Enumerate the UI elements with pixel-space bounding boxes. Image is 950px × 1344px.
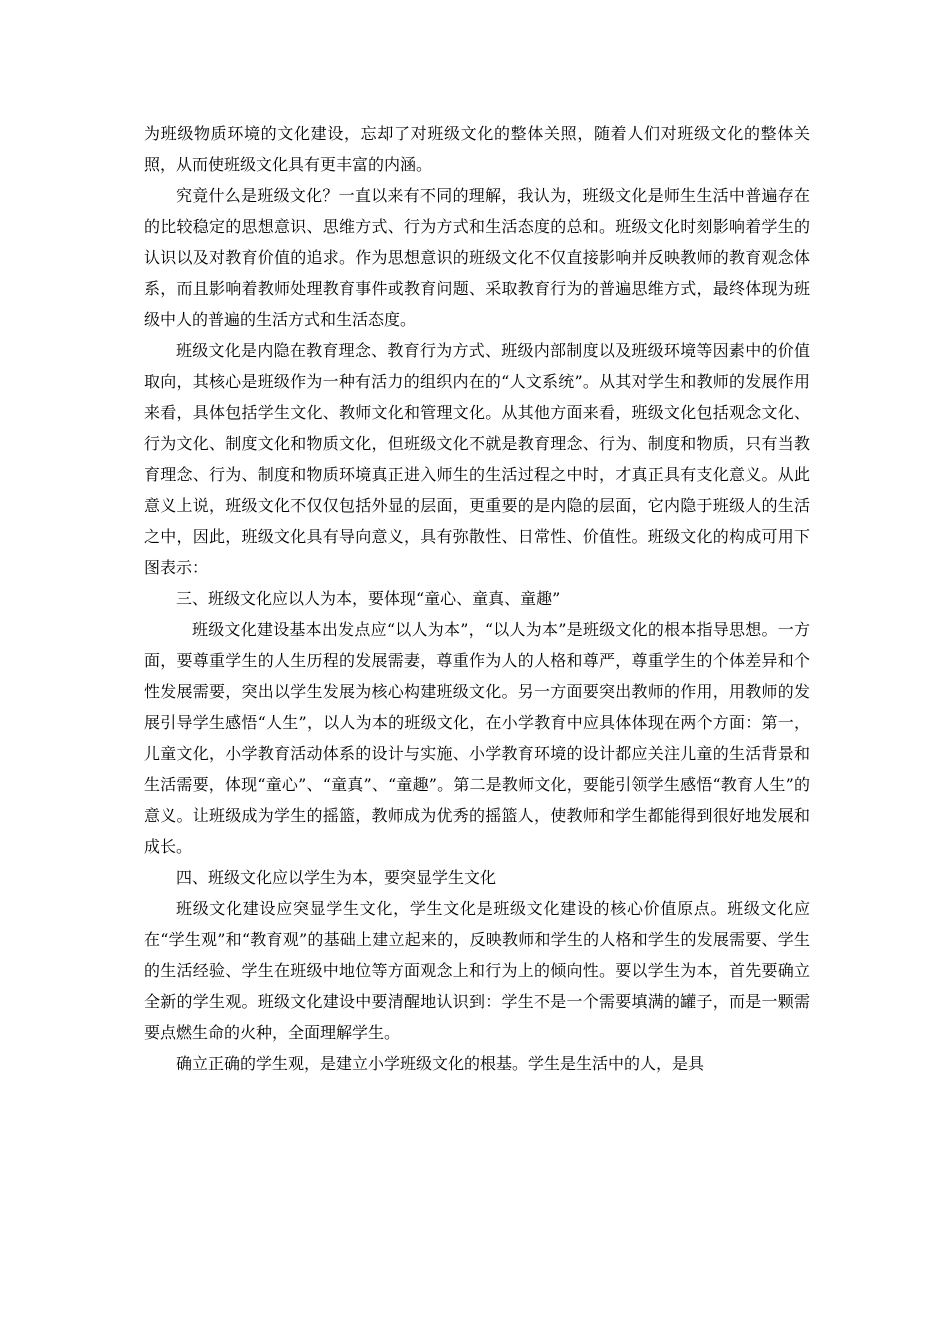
paragraph-student-culture: 班级文化建设应突显学生文化，学生文化是班级文化建设的核心价值原点。班级文化应在“学生观”和“教育观”的基础上建立起来的，反映教师和学生的人格和学生的发展需要、学生的生活经验、学生在班级中地位等方面观念上和行为上的倾向性。要以学生为本，首先要确立全新的学生观。班级文化建设中要清醒地认识到：学生不是一个需要填满的罐子，而是一颗需要点燃生命的火种，全面理解学生。 [144, 899, 810, 1042]
document-page [144, 118, 810, 1079]
paragraph-continuation: 为班级物质环境的文化建设，忘却了对班级文化的整体关照，随着人们对班级文化的整体关照，从而使班级文化具有更丰富的内涵。 [144, 124, 810, 174]
section-heading-4: 四、班级文化应以学生为本，要突显学生文化 [176, 868, 497, 887]
section-heading-3: 三、班级文化应以人为本，要体现“童心、童真、童趣” [176, 589, 561, 608]
paragraph-people-oriented: 班级文化建设基本出发点应“以人为本”，“以人为本”是班级文化的根本指导思想。一方面，要尊重学生的人生历程的发展需妻，尊重作为人的人格和尊严，尊重学生的个体差异和个性发展需要，突出以学生发展为核心构建班级文化。另一方面要突出教师的作用，用教师的发展引导学生感悟“人生”，以人为本的班级文化，在小学教育中应具体体现在两个方面：第一，儿童文化，小学教育活动体系的设计与实施、小学教育环境的设计都应关注儿童的生活背景和生活需要，体现“童心”、“童真”、“童趣”。第二是教师文化，要能引领学生感悟“教育人生”的意义。让班级成为学生的摇篮，教师成为优秀的摇篮人，使教师和学生都能得到很好地发展和成长。 [144, 620, 810, 856]
paragraph-definition: 究竟什么是班级文化？一直以来有不同的理解，我认为，班级文化是师生生活中普遍存在的比较稳定的思想意识、思维方式、行为方式和生活态度的总和。班级文化时刻影响着学生的认识以及对教育价值的追求。作为思想意识的班级文化不仅直接影响并反映教师的教育观念体系，而且影响着教师处理教育事件或教育问题、采取教育行为的普遍思维方式，最终体现为班级中人的普遍的生活方式和生活态度。 [144, 186, 810, 329]
paragraph-student-view: 确立正确的学生观，是建立小学班级文化的根基。学生是生活中的人，是具 [176, 1054, 705, 1073]
paragraph-core-values: 班级文化是内隐在教育理念、教育行为方式、班级内部制度以及班级环境等因素中的价值取向，其核心是班级作为一种有活力的组织内在的“人文系统”。从其对学生和教师的发展作用来看，具体包括学生文化、教师文化和管理文化。从其他方面来看，班级文化包括观念文化、行为文化、制度文化和物质文化，但班级文化不就是教育理念、行为、制度和物质，只有当教育理念、行为、制度和物质环境真正进入师生的生活过程之中时，才真正具有支化意义。从此意义上说，班级文化不仅仅包括外显的层面，更重要的是内隐的层面，它内隐于班级人的生活之中，因此，班级文化具有导向意义，具有弥散性、日常性、价值性。班级文化的构成可用下图表示： [144, 341, 810, 577]
